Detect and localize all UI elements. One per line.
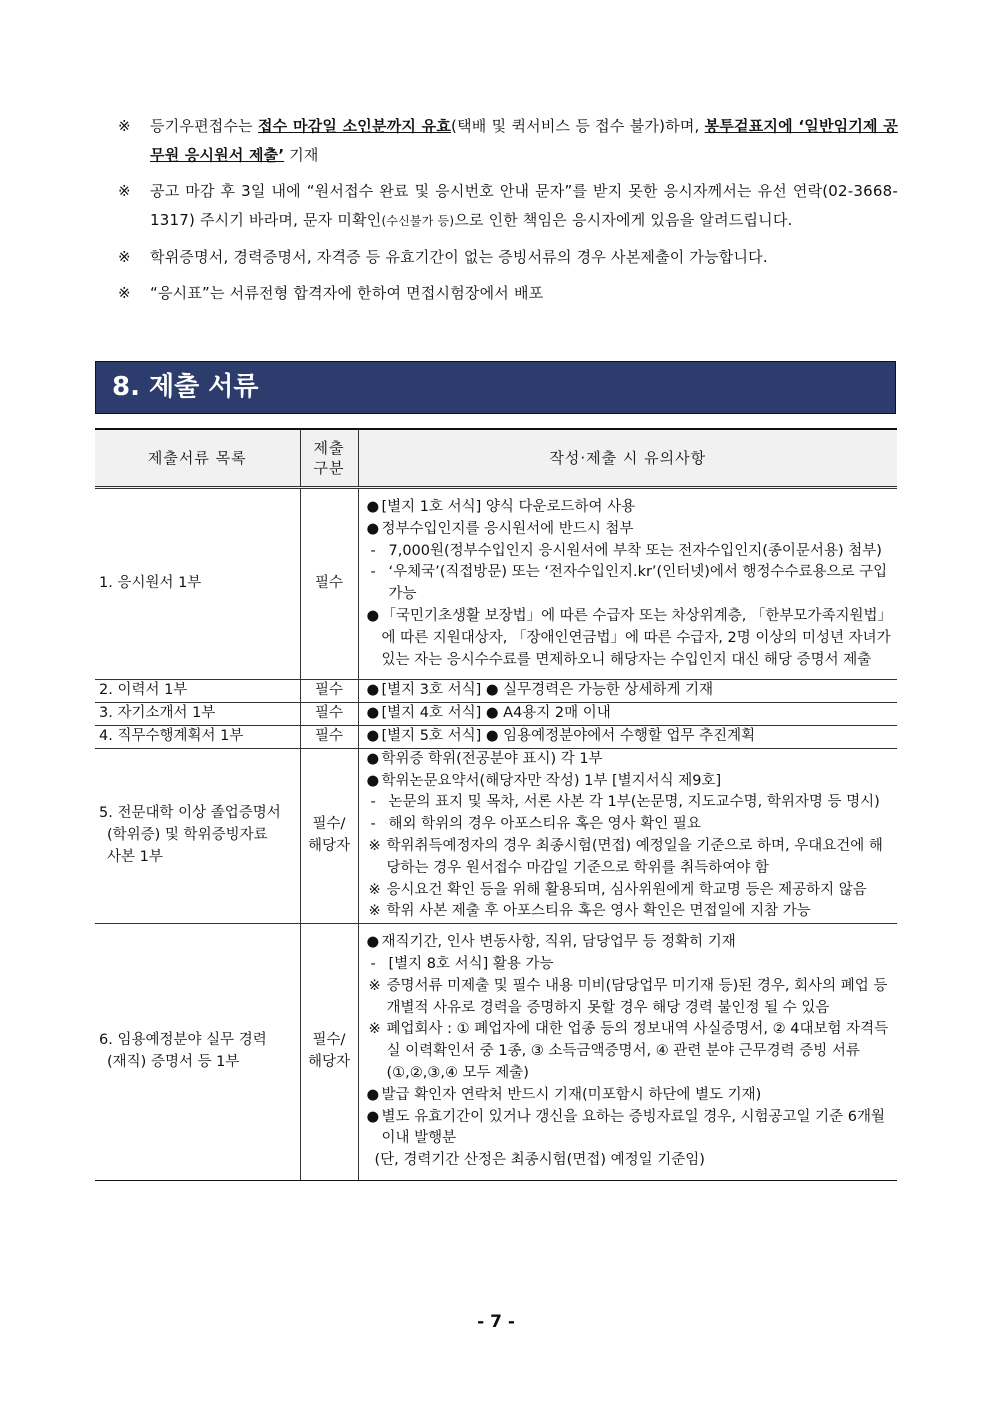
note-line (367, 1150, 894, 1172)
note-text: 폐업회사 : ① 폐업자에 대한 업종 등의 정보내역 사실증명서, ② 4대보험 자격득실 이력확인서 중 1종, ③ 소득금액증명서, ④ 관련 분야 근무경력 증빙 서류(①,②,③,④ 모두 제출) (386, 1021, 889, 1081)
document-name: 1. 응시원서 1부 (99, 575, 202, 592)
bullet-icon: ● (366, 520, 380, 537)
note-line (367, 680, 894, 702)
note-line (367, 836, 894, 880)
note-line (367, 771, 894, 793)
note-text: 정부수입인지를 응시원서에 반드시 첨부 (381, 520, 634, 537)
emphasized-text: 봉투겉표지에 ‘일반임기제 공무원 응시원서 제출’ (150, 117, 898, 164)
document-name: (재직) 증명서 등 1부 (107, 1054, 240, 1071)
note-text: [별지 8호 서식] 활용 가능 (388, 955, 554, 972)
document-name: 6. 임용예정분야 실무 경력 (99, 1032, 267, 1049)
notice-text: 으로 인한 책임은 응시자에게 있음을 알려드립니다. (454, 211, 793, 229)
note-line (367, 932, 894, 954)
notice-text: “응시표”는 서류전형 합격자에 한하여 면접시험장에서 배포 (150, 284, 544, 302)
note-line (367, 1107, 894, 1151)
notice-text: 기재 (284, 146, 319, 164)
notes-cell (358, 703, 897, 726)
note-text: 발급 확인자 연락처 반드시 기재(미포함시 하단에 별도 기재) (381, 1086, 762, 1103)
document-name: 2. 이력서 1부 (99, 682, 188, 699)
submission-type: 해당자 (307, 837, 351, 854)
table-row (95, 680, 897, 703)
document-name: 4. 직무수행계획서 1부 (99, 727, 244, 744)
note-text: (단, 경력기간 산정은 최종시험(면접) 예정일 기준임) (374, 1152, 705, 1169)
submission-type-cell (300, 488, 358, 680)
table-row (95, 703, 897, 726)
document-name: (학위증) 및 학위증빙자료 (107, 827, 268, 844)
note-text: 학위논문요약서(해당자만 작성) 1부 [별지서식 제9호] (381, 772, 722, 789)
note-text: 해외 학위의 경우 아포스티유 혹은 영사 확인 필요 (388, 816, 701, 833)
note-text: 재직기간, 인사 변동사항, 직위, 담당업무 등 정확히 기재 (381, 934, 736, 951)
reference-mark: ※ (368, 1021, 381, 1038)
dash-icon: - (370, 542, 376, 559)
notice-text: 학위증명서, 경력증명서, 자격증 등 유효기간이 없는 증빙서류의 경우 사본제출이 가능합니다. (150, 248, 768, 266)
reference-mark: ※ (368, 881, 381, 898)
reference-mark: ※ (368, 903, 381, 920)
note-text: [별지 5호 서식] ● 임용예정분야에서 수행할 업무 추진계획 (381, 727, 756, 744)
submission-type-cell (300, 924, 358, 1181)
bullet-icon: ● (366, 934, 380, 951)
emphasized-text: 접수 마감일 소인분까지 유효 (257, 117, 452, 135)
note-line (367, 1085, 894, 1107)
notes-cell (358, 680, 897, 703)
submission-type: 필수/ (312, 1032, 346, 1049)
submission-type: 필수 (314, 727, 343, 744)
page-number: - 7 - (477, 1312, 515, 1332)
table-row (95, 748, 897, 923)
note-line (367, 562, 894, 606)
submission-type: 필수 (314, 705, 343, 722)
note-text: 학위취득예정자의 경우 최종시험(면접) 예정일을 기준으로 하며, 우대요건에 해당하는 경우 원서접수 마감일 기준으로 학위를 취득하여야 함 (386, 837, 883, 876)
document-name: 5. 전문대학 이상 졸업증명서 (99, 805, 281, 822)
note-line (367, 1019, 894, 1084)
document-name-cell (95, 748, 300, 923)
note-line (367, 901, 894, 923)
dash-icon: - (370, 955, 376, 972)
submission-type: 해당자 (307, 1054, 351, 1071)
note-text: ‘우체국’(직접방문) 또는 ‘전자수입인지.kr’(인터넷)에서 행정수수료용으로 구입 가능 (388, 564, 888, 603)
note-line (367, 703, 894, 725)
note-line (367, 497, 894, 519)
notice-text: 등기우편접수는 (150, 117, 258, 135)
dash-icon: - (370, 794, 376, 811)
dash-icon: - (370, 816, 376, 833)
note-text: 「국민기초생활 보장법」에 따른 수급자 또는 차상위계층, 「한부모가족지원법」에 따른 지원대상자, 「장애인연금법」에 따른 수급자, 2명 이상의 미성년 자녀가 있는 자는 응시수수료를 면제하오니 해당자는 수입인지 대신 해당 증명서 제출 (381, 607, 892, 668)
submission-type-cell (300, 725, 358, 748)
note-text: 학위증 학위(전공분야 표시) 각 1부 (381, 750, 603, 767)
header-notes: 작성·제출 시 유의사항 (358, 429, 897, 488)
submission-type: 필수 (314, 682, 343, 699)
bullet-icon: ● (366, 499, 380, 515)
document-name: 3. 자기소개서 1부 (99, 705, 216, 722)
note-line (367, 880, 894, 902)
document-name-cell (95, 703, 300, 726)
note-line (367, 606, 894, 671)
note-line (367, 954, 894, 976)
reference-mark: ※ (118, 284, 131, 302)
submission-type: 필수 (314, 575, 343, 592)
reference-mark: ※ (118, 248, 131, 266)
bullet-icon: ● (366, 727, 380, 744)
notice-list (118, 112, 898, 315)
header-document-list: 제출서류 목록 (95, 429, 300, 488)
bullet-icon: ● (366, 1086, 380, 1103)
document-name-cell (95, 488, 300, 680)
note-text: 논문의 표지 및 목차, 서론 사본 각 1부(논문명, 지도교수명, 학위자명 등 명시) (388, 794, 880, 811)
bullet-icon: ● (366, 750, 380, 767)
note-text: [별지 1호 서식] 양식 다운로드하여 사용 (381, 499, 636, 515)
notice-item (118, 279, 898, 308)
notes-cell (358, 725, 897, 748)
submission-type-cell (300, 748, 358, 923)
reference-mark: ※ (118, 117, 131, 135)
notes-cell (358, 488, 897, 680)
submission-type-cell (300, 680, 358, 703)
notice-item (118, 243, 898, 272)
dash-icon: - (370, 564, 376, 581)
bullet-icon: ● (366, 682, 380, 699)
table-row (95, 488, 897, 680)
note-line (367, 814, 894, 836)
document-name-cell (95, 924, 300, 1181)
table-header-row (95, 429, 897, 488)
bullet-icon: ● (366, 1108, 380, 1125)
reference-mark: ※ (368, 837, 381, 854)
note-line (367, 519, 894, 541)
notice-text: (수신불가 등) (381, 214, 455, 228)
header-submission-type: 제출 구분 (300, 429, 358, 488)
note-text: 7,000원(정부수입인지 응시원서에 부착 또는 전자수입인지(종이문서용) 첨부) (388, 542, 882, 559)
submission-type-cell (300, 703, 358, 726)
note-line (367, 976, 894, 1020)
document-name-cell (95, 725, 300, 748)
note-text: [별지 4호 서식] ● A4용지 2매 이내 (381, 705, 611, 722)
note-text: 응시요건 확인 등을 위해 활용되며, 심사위원에게 학교명 등은 제공하지 않음 (386, 881, 867, 898)
note-text: [별지 3호 서식] ● 실무경력은 가능한 상세하게 기재 (381, 682, 714, 699)
note-text: 증명서류 미제출 및 필수 내용 미비(담당업무 미기재 등)된 경우, 회사의 폐업 등 개별적 사유로 경력을 증명하지 못할 경우 해당 경력 불인정 될 수 있음 (386, 977, 888, 1016)
notes-cell (358, 748, 897, 923)
notice-item (118, 177, 898, 236)
document-name: 사본 1부 (107, 848, 163, 865)
submission-type: 필수/ (312, 816, 346, 833)
table-row (95, 924, 897, 1181)
note-line (367, 726, 894, 748)
bullet-icon: ● (366, 705, 380, 722)
note-text: 학위 사본 제출 후 아포스티유 혹은 영사 확인은 면접일에 지참 가능 (386, 903, 811, 920)
section-title: 8. 제출 서류 (95, 361, 896, 414)
table-row (95, 725, 897, 748)
bullet-icon: ● (366, 772, 380, 789)
reference-mark: ※ (368, 977, 381, 994)
notice-text: 공고 마감 후 3일 내에 “원서접수 완료 및 응시번호 안내 문자”를 받지 못한 응시자께서는 유선 연락(02-3668-1317) 주시기 바라며, 문자 미확인 (150, 182, 898, 229)
submission-documents-table (95, 428, 897, 1181)
notice-text: (택배 및 퀵서비스 등 접수 불가)하며, (451, 117, 705, 135)
note-line (367, 541, 894, 563)
reference-mark: ※ (118, 182, 131, 200)
bullet-icon: ● (366, 607, 380, 624)
note-line (367, 792, 894, 814)
note-text: 별도 유효기간이 있거나 갱신을 요하는 증빙자료일 경우, 시험공고일 기준 6개월 이내 발행분 (381, 1108, 886, 1147)
notice-item (118, 112, 898, 170)
note-line (367, 749, 894, 771)
document-name-cell (95, 680, 300, 703)
notes-cell (358, 924, 897, 1181)
